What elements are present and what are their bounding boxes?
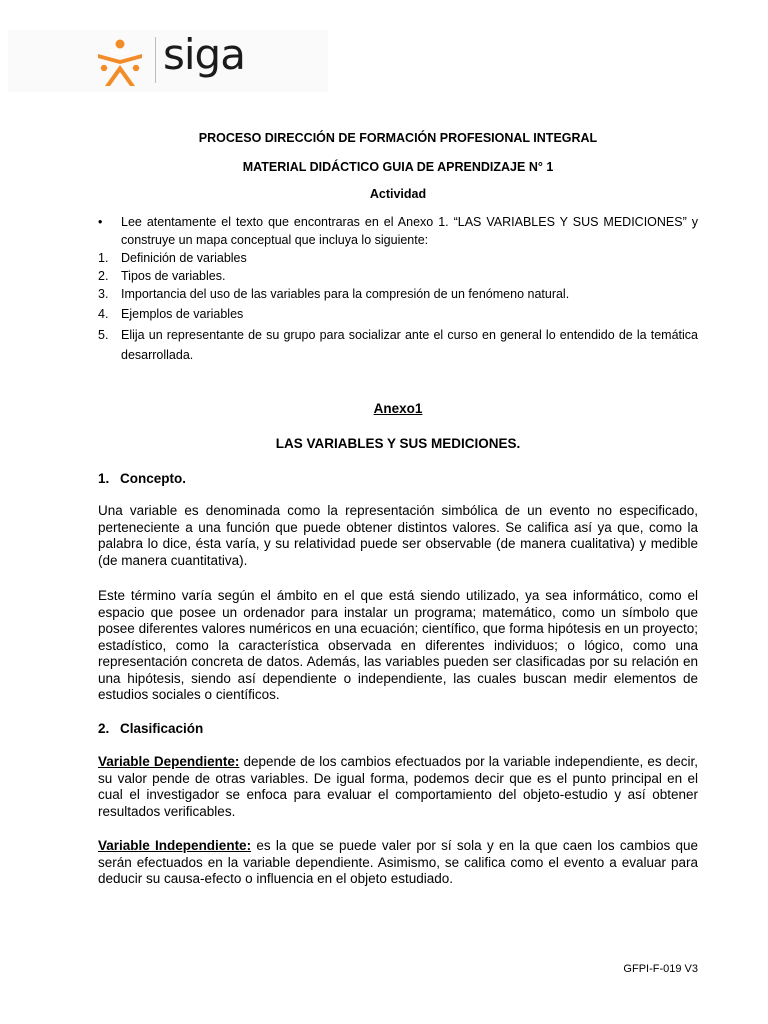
- document-code: GFPI-F-019 V3: [623, 963, 698, 975]
- list-number: 1.: [98, 251, 109, 265]
- process-title: PROCESO DIRECCIÓN DE FORMACIÓN PROFESIONAL INTEGRAL: [198, 131, 598, 145]
- section-number: 1.: [98, 471, 110, 486]
- section-title: Concepto.: [120, 471, 186, 486]
- activity-bullet-item: [98, 213, 698, 249]
- paragraph-dependent-variable: [98, 754, 698, 820]
- annex-title: LAS VARIABLES Y SUS MEDICIONES.: [275, 436, 521, 451]
- section-number: 2.: [98, 721, 110, 736]
- section-heading-clasificacion: [98, 721, 203, 738]
- paragraph-definition: Una variable es denominada como la representación simbólica de un evento no especificado, perteneciente a una función que puede obtener distintos valores. Se califica así ya que, como la palabra lo dice, ésta varía, y su relatividad puede ser observable (de manera cualitativa) y medible (de manera cuantitativa).: [98, 503, 698, 568]
- list-number: 3.: [98, 287, 109, 301]
- sena-logo-legs: [105, 65, 135, 86]
- list-item-text: Definición de variables: [121, 251, 247, 265]
- list-item-text: Elija un representante de su grupo para socializar ante el curso en general lo entendido de la temática desarrollada.: [121, 328, 698, 362]
- dependent-variable-text: depende de los cambios efectuados por la variable independiente, es decir, su valor pende de otras variables. De igual forma, podemos decir que es el punto principal en el cual el investigador se enfoca para evaluar el comportamiento del objeto-estudio y así obtener resultados verificables.: [98, 754, 698, 819]
- bullet-mark: •: [98, 215, 103, 229]
- sena-logo: [95, 38, 145, 88]
- activity-list-item: [98, 285, 698, 303]
- annex-label: Anexo1: [373, 401, 423, 416]
- sena-logo-right-dot: [133, 65, 139, 71]
- list-item-text: Tipos de variables.: [121, 269, 226, 283]
- sena-logo-text: SENA: [109, 47, 131, 57]
- list-number: 5.: [98, 328, 109, 342]
- list-number: 2.: [98, 269, 109, 283]
- list-number: 4.: [98, 307, 109, 321]
- independent-variable-text: es la que se puede valer por sí sola y en la que caen los cambios que serán efectuados en la variable dependiente. Asimismo, se califica como el evento a evaluar para deducir su causa-efecto o influencia en el objeto estudiado.: [98, 838, 699, 886]
- section-title: Clasificación: [120, 721, 204, 736]
- activity-list: [98, 213, 698, 365]
- activity-list-item: [98, 267, 698, 285]
- paragraph-independent-variable: [98, 838, 698, 888]
- independent-variable-term: Variable Independiente:: [98, 838, 252, 853]
- paragraph-scope: Este término varía según el ámbito en el que está siendo utilizado, ya sea informático, como el espacio que posee un ordenador para instalar un programa; matemático, como un símbolo que posee diferentes valores numéricos en una ecuación; científico, que forma hipótesis en un proyecto; estadístico, como la característica observada en diferentes individuos; o lógico, como una representación concreta de datos. Además, las variables pueden ser clasificadas por su relación en una hipótesis, siendo así dependiente o independiente, las cuales buscan medir elementos de estudios sociales o científicos.: [98, 588, 698, 702]
- activity-list-item: [98, 305, 698, 323]
- activity-list-item: [98, 325, 698, 365]
- section-heading-concepto: [98, 471, 186, 488]
- sena-logo-left-dot: [101, 65, 107, 71]
- logo-divider: [155, 37, 156, 83]
- activity-bullet-text: Lee atentamente el texto que encontraras en el Anexo 1. “LAS VARIABLES Y SUS MEDICIONES” y construye un mapa conceptual que incluya lo siguiente:: [121, 215, 698, 247]
- list-item-text: Ejemplos de variables: [121, 307, 244, 321]
- list-item-text: Importancia del uso de las variables para la compresión de un fenómeno natural.: [121, 287, 570, 301]
- activity-list-item: [98, 249, 698, 267]
- siga-logo: siga: [163, 30, 245, 79]
- material-title: MATERIAL DIDÁCTICO GUIA DE APRENDIZAJE N° 1: [242, 160, 554, 174]
- activity-title: Actividad: [369, 187, 427, 201]
- dependent-variable-term: Variable Dependiente:: [98, 754, 240, 769]
